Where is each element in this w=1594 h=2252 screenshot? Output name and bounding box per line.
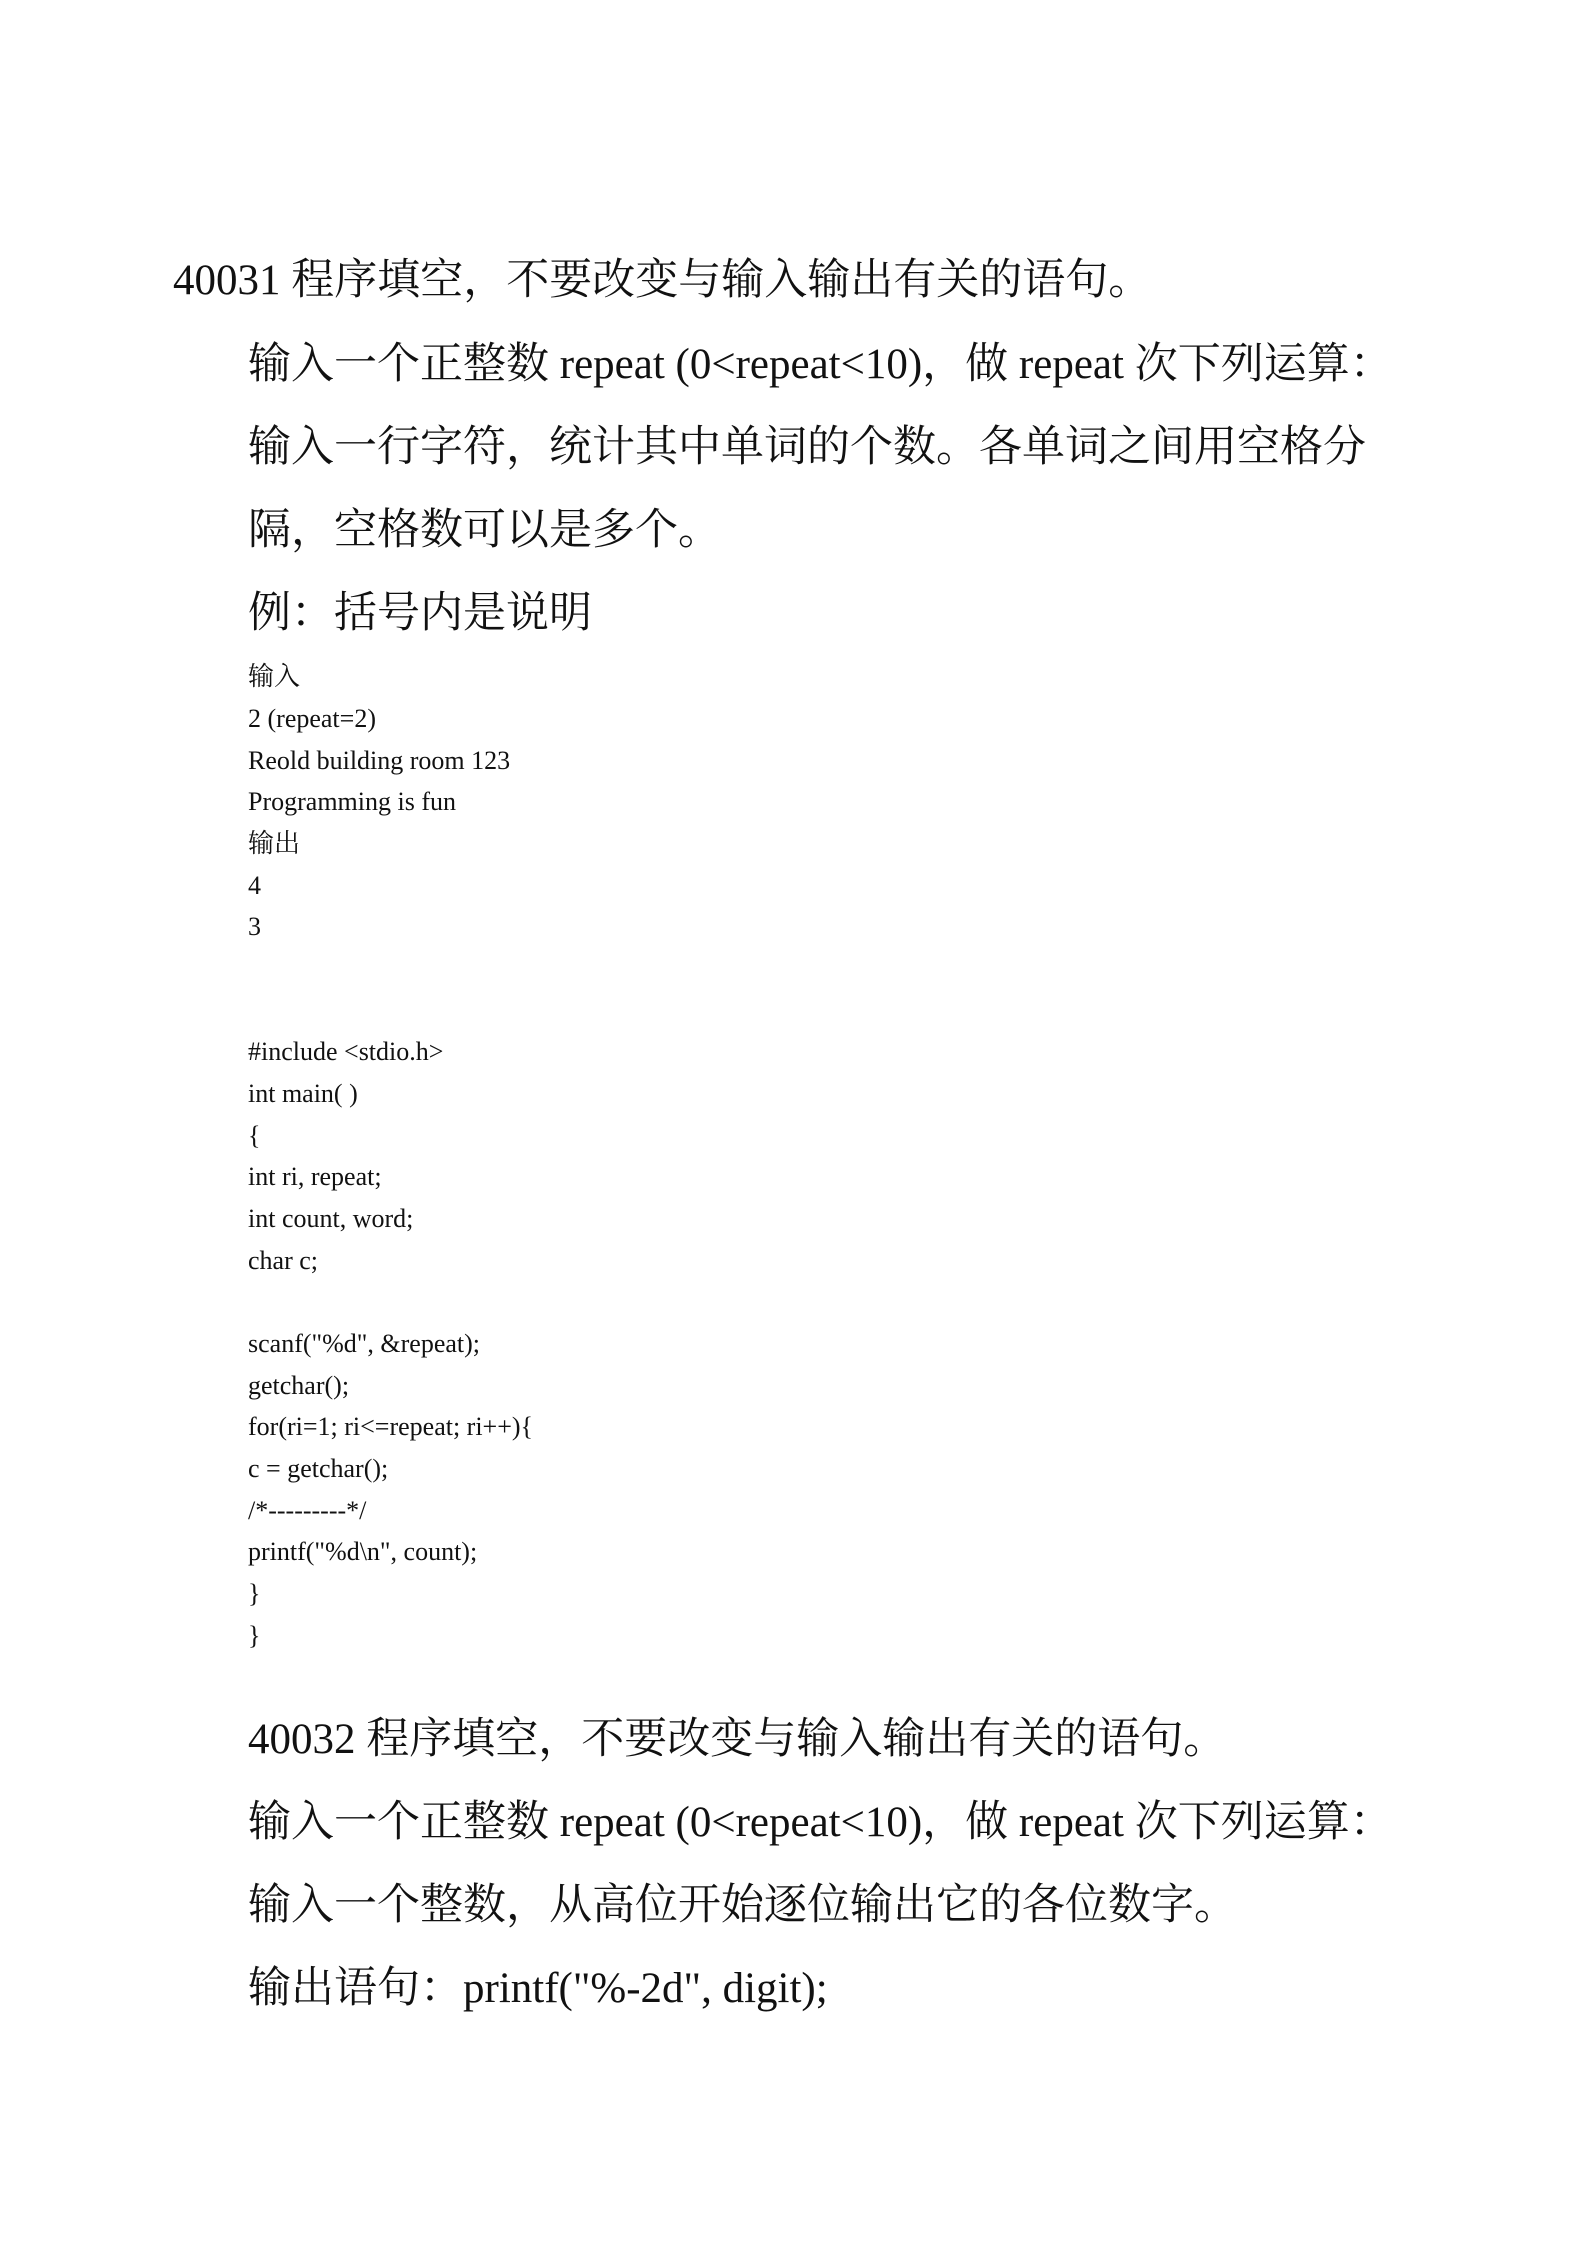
problem-1-desc-line-3: 隔，空格数可以是多个。 — [248, 507, 721, 554]
code-line: int main( ) — [248, 1079, 358, 1108]
input-line: 2 (repeat=2) — [248, 704, 376, 733]
code-line: } — [248, 1621, 261, 1650]
code-line: /*---------*/ — [248, 1496, 367, 1525]
problem-2-desc-line-1: 输入一个正整数 repeat (0<repeat<10)，做 repeat 次下列运算： — [248, 1799, 1393, 1846]
problem-1-desc-line-2: 输入一行字符，统计其中单词的个数。各单词之间用空格分 — [248, 424, 1366, 471]
problem-2-desc-line-3: 输出语句：printf("%-2d", digit); — [248, 1965, 828, 2012]
code-line: printf("%d\n", count); — [248, 1537, 478, 1566]
input-label: 输入 — [248, 662, 301, 691]
code-line: char c; — [248, 1246, 319, 1275]
code-line: { — [248, 1121, 261, 1150]
problem-1-desc-line-1: 输入一个正整数 repeat (0<repeat<10)，做 repeat 次下列运算： — [248, 341, 1393, 388]
code-line: getchar(); — [248, 1371, 350, 1400]
problem-2-desc-line-2: 输入一个整数，从高位开始逐位输出它的各位数字。 — [248, 1882, 1237, 1929]
output-label: 输出 — [248, 829, 301, 858]
code-line: scanf("%d", &repeat); — [248, 1329, 481, 1358]
code-line: } — [248, 1579, 261, 1608]
code-line: int ri, repeat; — [248, 1162, 382, 1191]
code-line: #include <stdio.h> — [248, 1037, 444, 1066]
problem-2-heading: 40032 程序填空，不要改变与输入输出有关的语句。 — [248, 1716, 1227, 1763]
output-line: 3 — [248, 912, 261, 941]
code-line: for(ri=1; ri<=repeat; ri++){ — [248, 1412, 534, 1441]
input-line: Programming is fun — [248, 787, 456, 816]
example-label: 例：括号内是说明 — [248, 590, 592, 637]
output-line: 4 — [248, 871, 261, 900]
code-line: c = getchar(); — [248, 1454, 389, 1483]
input-line: Reold building room 123 — [248, 746, 511, 775]
code-line: int count, word; — [248, 1204, 414, 1233]
problem-1-heading: 40031 程序填空，不要改变与输入输出有关的语句。 — [173, 257, 1152, 304]
